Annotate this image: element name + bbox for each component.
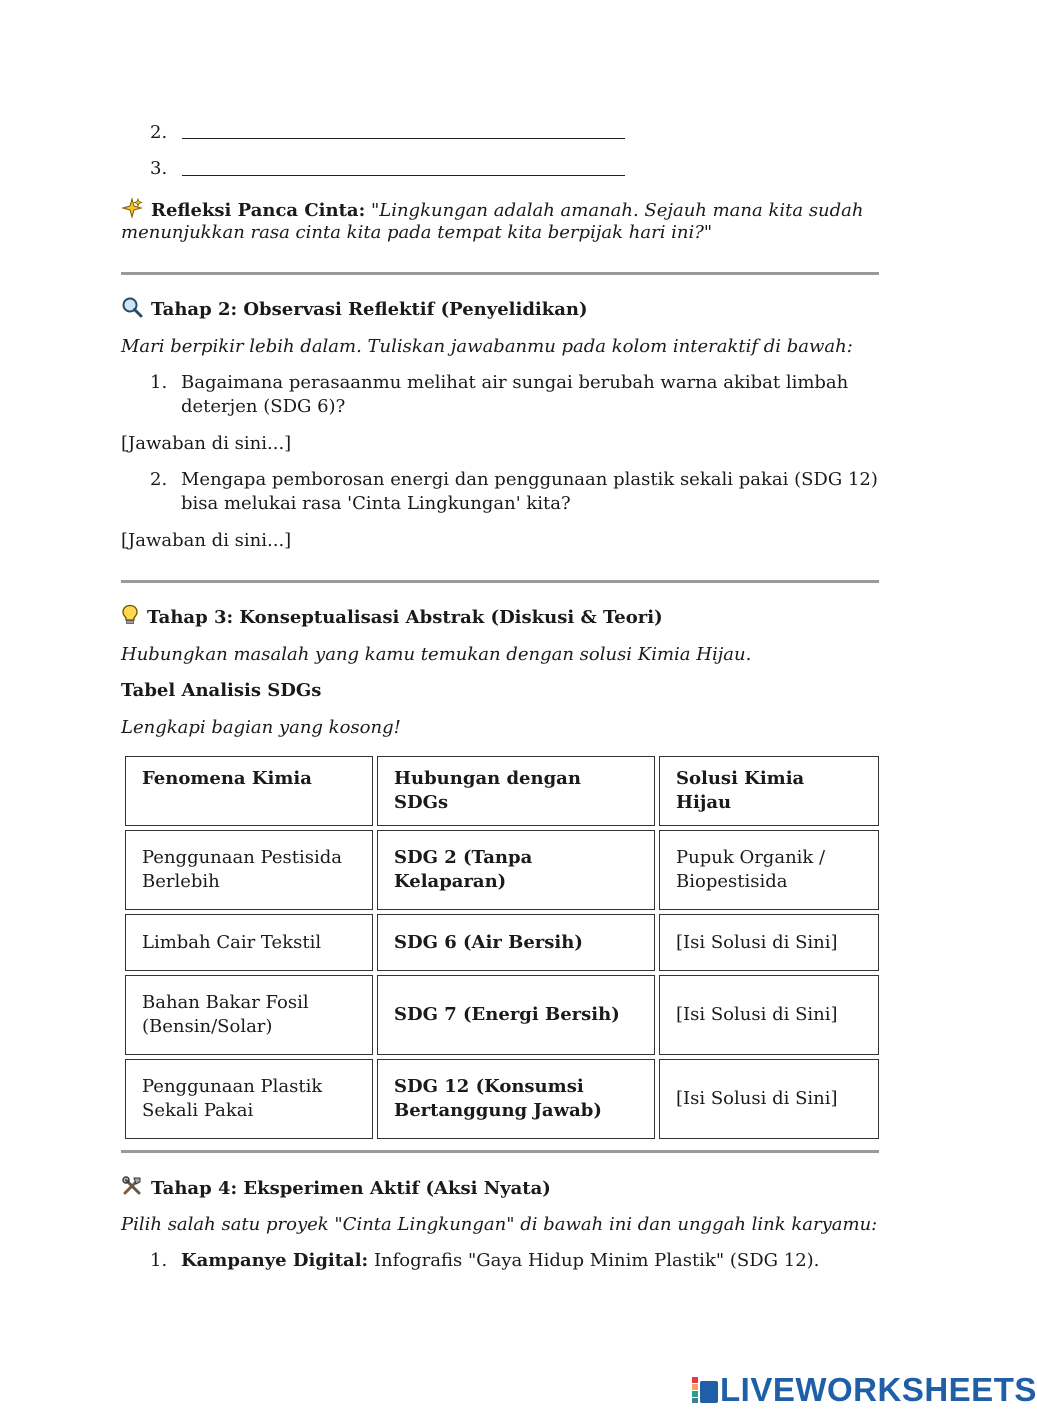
section-divider <box>121 272 879 275</box>
answer-field[interactable]: [Jawaban di sini...] <box>121 433 292 454</box>
question-text-line2: bisa melukai rasa 'Cinta Lingkungan' kita? <box>181 493 571 514</box>
cell-solusi-input[interactable]: [Isi Solusi di Sini] <box>659 1059 879 1139</box>
magnifier-icon <box>121 296 143 318</box>
refleksi-label: Refleksi Panca Cinta: <box>151 200 366 221</box>
table-row <box>125 914 879 971</box>
question-number: 1. <box>150 372 168 393</box>
table-header-row <box>125 756 879 826</box>
cell-sdg: SDG 7 (Energi Bersih) <box>377 975 655 1055</box>
cell-solusi-input[interactable]: [Isi Solusi di Sini] <box>659 975 879 1055</box>
project-item <box>181 1249 819 1273</box>
tahap3-intro: Hubungkan masalah yang kamu temukan dengan solusi Kimia Hijau. <box>121 644 752 665</box>
tahap2-intro: Mari berpikir lebih dalam. Tuliskan jawabanmu pada kolom interaktif di bawah: <box>121 336 853 357</box>
section-divider <box>121 580 879 583</box>
sparkles-icon <box>121 197 143 219</box>
tahap3-title: Tahap 3: Konseptualisasi Abstrak (Diskusi & Teori) <box>147 607 663 628</box>
liveworksheets-logo[interactable]: LIVEWORKSHEETS <box>720 1371 1037 1408</box>
project-label: Kampanye Digital: <box>181 1250 369 1271</box>
question-text-line2: deterjen (SDG 6)? <box>181 396 346 417</box>
tahap2-title: Tahap 2: Observasi Reflektif (Penyelidikan) <box>151 299 588 320</box>
table-note: Lengkapi bagian yang kosong! <box>121 717 401 738</box>
cell-fenomena: Penggunaan Plastik Sekali Pakai <box>125 1059 373 1139</box>
project-text: Infografis "Gaya Hidup Minim Plastik" (SDG 12). <box>373 1250 820 1271</box>
tahap4-heading <box>121 1175 551 1201</box>
project-number: 1. <box>150 1250 168 1271</box>
cell-sdg: SDG 2 (Tanpa Kelaparan) <box>377 830 655 910</box>
header-solusi: Solusi Kimia Hijau <box>659 756 879 826</box>
cell-fenomena: Bahan Bakar Fosil (Bensin/Solar) <box>125 975 373 1055</box>
tools-icon <box>121 1175 143 1197</box>
answer-blank-line[interactable] <box>182 138 625 139</box>
section-divider <box>121 1150 879 1153</box>
answer-blank-line[interactable] <box>182 175 625 176</box>
table-row <box>125 975 879 1055</box>
table-row <box>125 830 879 910</box>
cell-sdg: SDG 6 (Air Bersih) <box>377 914 655 971</box>
sdg-analysis-table <box>121 752 883 1143</box>
question-text-line1: Bagaimana perasaanmu melihat air sungai berubah warna akibat limbah <box>181 372 849 393</box>
refleksi-paragraph <box>121 197 901 223</box>
tahap4-intro: Pilih salah satu proyek "Cinta Lingkungan" di bawah ini dan unggah link karyamu: <box>121 1214 878 1235</box>
cell-solusi: Pupuk Organik / Biopestisida <box>659 830 879 910</box>
tahap2-heading <box>121 296 588 322</box>
cell-fenomena: Penggunaan Pestisida Berlebih <box>125 830 373 910</box>
tahap3-heading <box>121 604 663 630</box>
table-title: Tabel Analisis SDGs <box>121 680 322 701</box>
lightbulb-icon <box>121 604 139 626</box>
refleksi-text-line2: menunjukkan rasa cinta kita pada tempat kita berpijak hari ini?" <box>121 222 713 243</box>
cell-fenomena: Limbah Cair Tekstil <box>125 914 373 971</box>
liveworksheets-logo-icon <box>692 1377 718 1403</box>
cell-solusi-input[interactable]: [Isi Solusi di Sini] <box>659 914 879 971</box>
refleksi-text-line1: "Lingkungan adalah amanah. Sejauh mana kita sudah <box>370 200 864 221</box>
answer-field[interactable]: [Jawaban di sini...] <box>121 530 292 551</box>
header-fenomena: Fenomena Kimia <box>125 756 373 826</box>
header-hubungan: Hubungan dengan SDGs <box>377 756 655 826</box>
cell-sdg: SDG 12 (Konsumsi Bertanggung Jawab) <box>377 1059 655 1139</box>
list-number: 2. <box>150 122 168 143</box>
tahap4-title: Tahap 4: Eksperimen Aktif (Aksi Nyata) <box>151 1178 551 1199</box>
list-number: 3. <box>150 158 168 179</box>
table-row <box>125 1059 879 1139</box>
question-number: 2. <box>150 469 168 490</box>
question-text-line1: Mengapa pemborosan energi dan penggunaan plastik sekali pakai (SDG 12) <box>181 469 878 490</box>
